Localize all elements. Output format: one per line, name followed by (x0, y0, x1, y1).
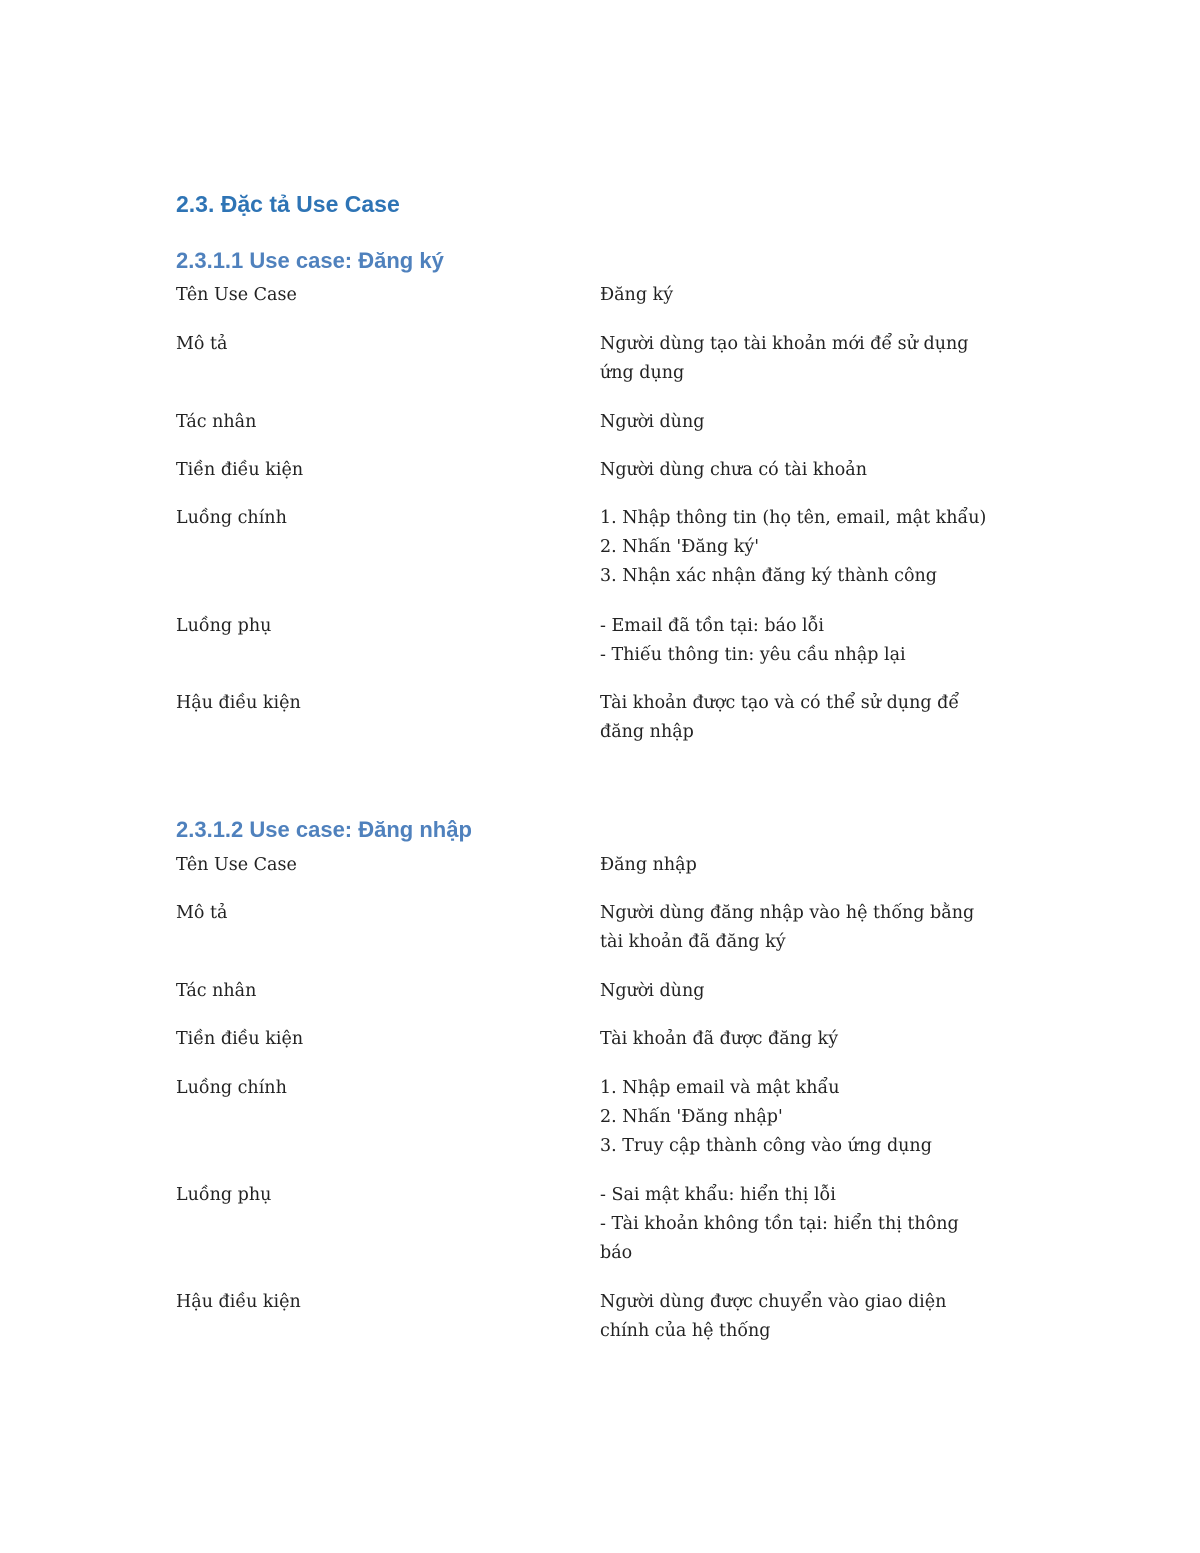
value-line: 2. Nhấn 'Đăng ký' (600, 537, 760, 557)
value-line: Người dùng được chuyển vào giao diện (600, 1292, 947, 1312)
row-value (600, 281, 1000, 310)
row-value (600, 977, 1000, 1006)
section-title: 2.3. Đặc tả Use Case (176, 191, 400, 217)
value-line: - Sai mật khẩu: hiển thị lỗi (600, 1185, 836, 1205)
row-value (600, 504, 1000, 591)
value-line: Người dùng tạo tài khoản mới để sử dụng (600, 334, 969, 354)
row-value (600, 689, 1000, 747)
row-value (600, 612, 1000, 670)
row-value (600, 1288, 1000, 1346)
row-value (600, 1025, 1000, 1054)
value-line: - Email đã tồn tại: báo lỗi (600, 616, 824, 636)
value-line: - Thiếu thông tin: yêu cầu nhập lại (600, 645, 906, 665)
value-line: Người dùng chưa có tài khoản (600, 460, 867, 480)
value-line: ứng dụng (600, 363, 685, 383)
row-label: Tên Use Case (176, 855, 297, 875)
row-value (600, 408, 1000, 437)
row-label: Tiền điều kiện (176, 1029, 304, 1049)
value-line: đăng nhập (600, 722, 694, 742)
row-label: Luồng phụ (176, 1185, 272, 1205)
value-line: 1. Nhập thông tin (họ tên, email, mật khẩu) (600, 508, 987, 528)
row-label: Tác nhân (176, 412, 257, 432)
row-label: Tiền điều kiện (176, 460, 304, 480)
value-line: Người dùng đăng nhập vào hệ thống bằng (600, 903, 975, 923)
row-value (600, 1074, 1000, 1161)
row-value (600, 456, 1000, 485)
row-value (600, 899, 1000, 957)
value-line: 3. Nhận xác nhận đăng ký thành công (600, 566, 937, 586)
row-label: Tác nhân (176, 981, 257, 1001)
use-case-title: 2.3.1.2 Use case: Đăng nhập (176, 817, 472, 842)
value-line: Đăng ký (600, 285, 674, 305)
row-value (600, 851, 1000, 880)
value-line: Người dùng (600, 981, 705, 1001)
row-label: Luồng chính (176, 508, 287, 528)
row-value (600, 1181, 1000, 1268)
value-line: chính của hệ thống (600, 1321, 771, 1341)
row-label: Mô tả (176, 334, 228, 354)
value-line: 2. Nhấn 'Đăng nhập' (600, 1107, 783, 1127)
value-line: 1. Nhập email và mật khẩu (600, 1078, 840, 1098)
row-label: Hậu điều kiện (176, 1292, 301, 1312)
value-line: - Tài khoản không tồn tại: hiển thị thông (600, 1214, 959, 1234)
row-label: Tên Use Case (176, 285, 297, 305)
row-value (600, 330, 1000, 388)
row-label: Luồng chính (176, 1078, 287, 1098)
value-line: Đăng nhập (600, 855, 697, 875)
row-label: Luồng phụ (176, 616, 272, 636)
row-label: Mô tả (176, 903, 228, 923)
value-line: 3. Truy cập thành công vào ứng dụng (600, 1136, 932, 1156)
value-line: Tài khoản được tạo và có thể sử dụng để (600, 693, 960, 713)
use-case-title: 2.3.1.1 Use case: Đăng ký (176, 248, 444, 273)
value-line: báo (600, 1243, 633, 1263)
value-line: Người dùng (600, 412, 705, 432)
row-label: Hậu điều kiện (176, 693, 301, 713)
value-line: tài khoản đã đăng ký (600, 932, 786, 952)
value-line: Tài khoản đã được đăng ký (600, 1029, 839, 1049)
